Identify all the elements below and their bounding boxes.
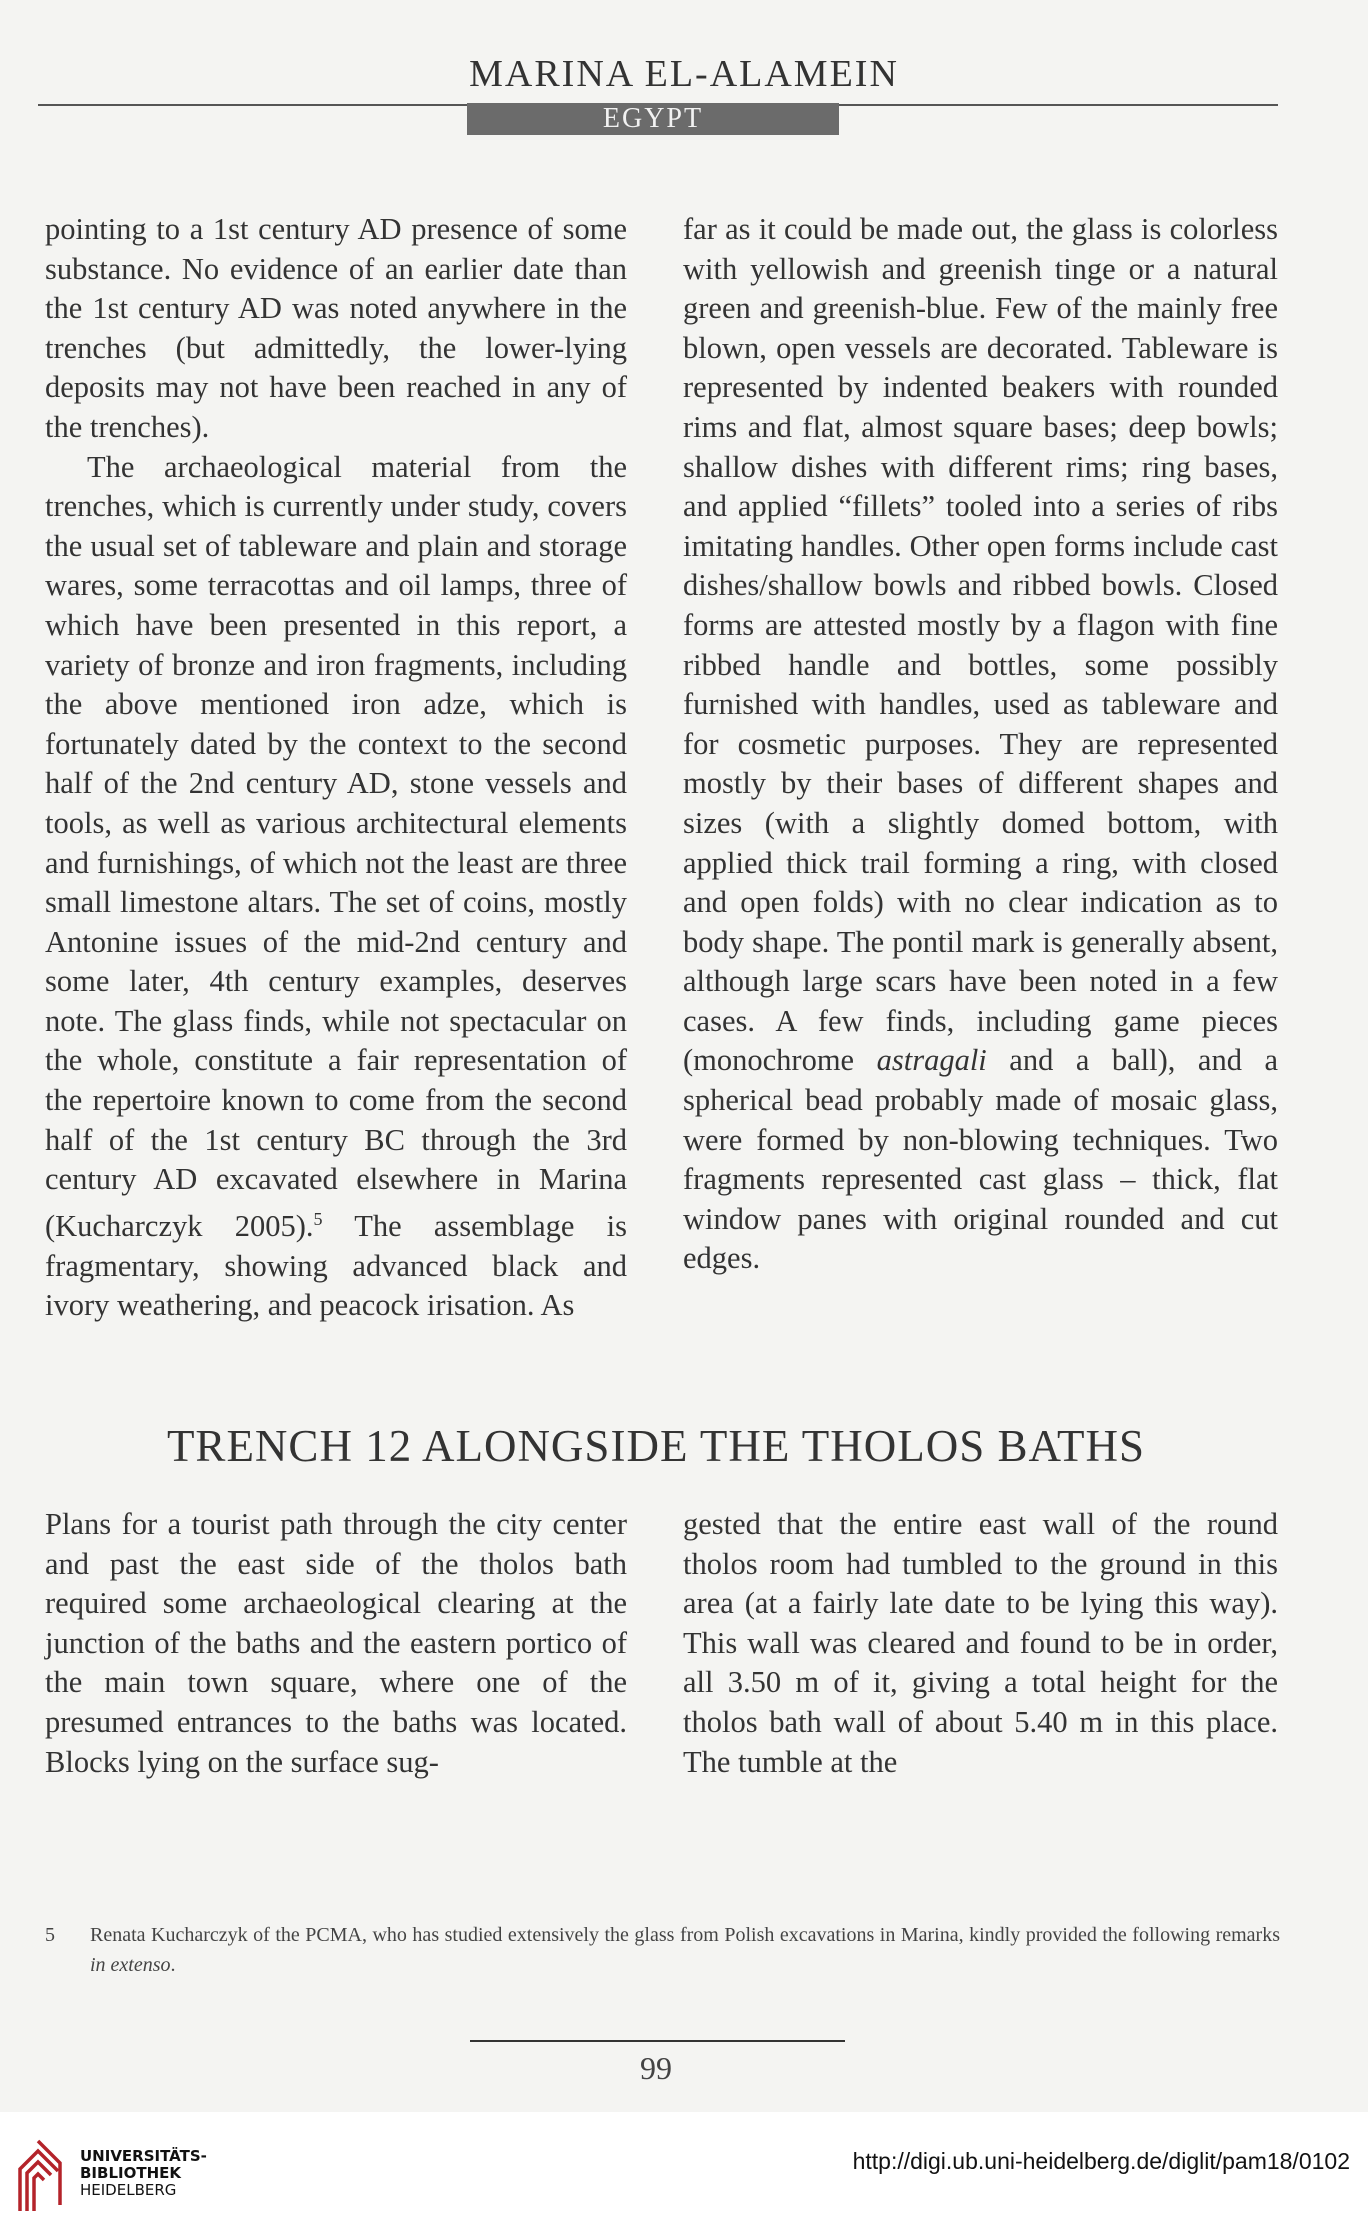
country-label: EGYPT xyxy=(467,103,839,135)
paragraph-text: and a ball), and a spherical bead probably made of mosaic glass, were formed by non-blowing techniques. Two fragments represented cast glass – thick, flat window panes with original rounded and cut edges. xyxy=(683,1043,1278,1276)
source-url-link[interactable]: http://digi.ub.uni-heidelberg.de/diglit/pam18/0102 xyxy=(852,2148,1350,2174)
paragraph: Plans for a tourist path through the city center and past the east side of the tholos bath required some archaeological clearing at the junction of the baths and the eastern portico of the main town square, where one of the presumed entrances to the baths was located. Blocks lying on the surface sug- xyxy=(45,1507,627,1779)
right-column-top xyxy=(683,210,1278,1279)
footnote-italic: in extenso xyxy=(90,1954,171,1976)
footnote-number: 5 xyxy=(45,1924,55,1946)
paragraph xyxy=(683,210,1278,1279)
italic-term: astragali xyxy=(876,1043,987,1078)
paragraph-text: far as it could be made out, the glass is colorless with yellowish and greenish tinge or a natural green and greenish-blue. Few of the mainly free blown, open vessels are decorated. Tableware is represented by indented beakers with rounded rims and flat, almost square bases; deep bowls; shallow dishes with different rims; ring bases, and applied “fillets” tooled into a series of ribs imitating handles. Other open forms include cast dishes/shallow bowls and ribbed bowls. Closed forms are attested mostly by a flagon with fine ribbed handle and bottles, some possibly furnished with handles, used as tableware and for cosmetic purposes. They are represented mostly by their bases of different shapes and sizes (with a slightly domed bottom, with applied thick trail forming a ring, with closed and open folds) with no clear indication as to body shape. The pontil mark is generally absent, although large scars have been noted in a few cases. A few finds, including game pieces (monochrome xyxy=(683,212,1278,1078)
running-title: MARINA EL-ALAMEIN xyxy=(469,53,899,95)
library-name xyxy=(80,2148,207,2199)
paragraph: gested that the entire east wall of the round tholos room had tumbled to the ground in this area (at a fairly late date to be lying this way). This wall was cleared and found to be in order, all 3.50 m of it, giving a total height for the tholos bath wall of about 5.40 m in this place. The tumble at the xyxy=(683,1507,1278,1779)
left-column-bottom xyxy=(45,1505,627,1782)
library-line: HEIDELBERG xyxy=(80,2181,177,2199)
footer-rule xyxy=(470,2040,845,2042)
right-column-bottom xyxy=(683,1505,1278,1782)
paragraph: pointing to a 1st century AD presence of some substance. No evidence of an earlier date than the 1st century AD was noted anywhere in the trenches (but admittedly, the lower-lying deposits may not have been reached in any of the trenches). xyxy=(45,212,627,444)
footnote-text xyxy=(90,1920,1280,1980)
page-number: 99 xyxy=(640,2050,672,2086)
footnote xyxy=(45,1920,1280,1980)
paragraph xyxy=(45,448,627,1326)
library-logo-icon xyxy=(14,2135,64,2215)
footnote-end: . xyxy=(170,1954,176,1976)
footnote-body: Renata Kucharczyk of the PCMA, who has studied extensively the glass from Polish excavations in Marina, kindly provided the following remarks xyxy=(90,1924,1280,1946)
left-column-top xyxy=(45,210,627,1326)
library-line: UNIVERSITÄTS- xyxy=(80,2147,207,2165)
library-line: BIBLIOTHEK xyxy=(80,2164,181,2182)
paragraph-text-tail: The assemblage is fragmentary, showing advanced black and ivory weathering, and peacock irisation. As xyxy=(45,1209,628,1323)
section-heading: TRENCH 12 ALONGSIDE THE THOLOS BATHS xyxy=(166,1421,1146,1471)
footnote-reference[interactable]: 5 xyxy=(313,1208,323,1229)
paragraph-text: The archaeological material from the trenches, which is currently under study, covers the usual set of tableware and plain and storage wares, some terracottas and oil lamps, three of which have been presented in this report, a variety of bronze and iron fragments, including the above mentioned iron adze, which is fortunately dated by the context to the second half of the 2nd century AD, stone vessels and tools, as well as various architectural elements and furnishings, of which not the least are three small limestone altars. The set of coins, mostly Antonine issues of the mid-2nd century and some later, 4th century examples, deserves note. The glass finds, while not spectacular on the whole, constitute a fair representation of the repertoire known to come from the second half of the 1st century BC through the 3rd century AD excavated elsewhere in Marina (Kucharczyk 2005). xyxy=(45,449,627,1243)
